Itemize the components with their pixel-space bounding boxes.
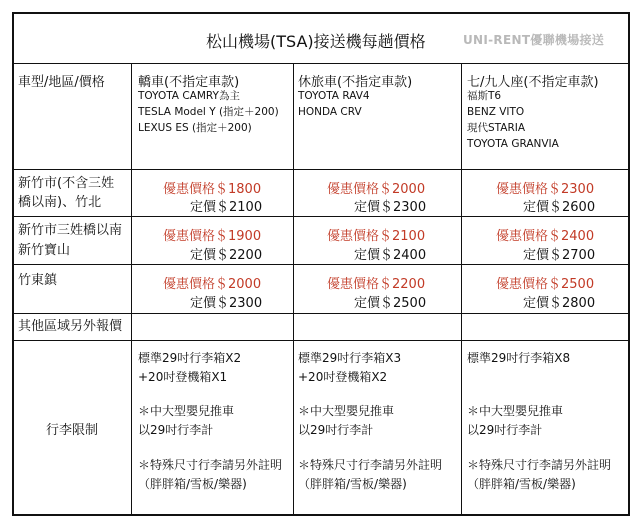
vehicle-van-model: BENZ VITO	[467, 106, 525, 118]
vehicle-suv-header: 休旅車(不指定車款)	[298, 75, 413, 90]
luggage-label: 行李限制	[46, 423, 99, 438]
special-size-note: ＊特殊尺寸行李請另外註明	[298, 458, 443, 472]
luggage-capacity: 標準29吋行李箱X2	[138, 351, 242, 365]
region-label: 新竹寶山	[18, 243, 71, 258]
list-price: 定價＄2400	[354, 248, 427, 263]
grid-line-row1-bottom	[12, 216, 630, 217]
vehicle-van-model: TOYOTA GRANVIA	[467, 138, 559, 150]
list-price: 定價＄2100	[190, 200, 263, 215]
luggage-capacity: +20吋登機箱X2	[298, 370, 388, 384]
list-price: 定價＄2500	[354, 296, 427, 311]
list-price: 定價＄2300	[354, 200, 427, 215]
vehicle-van-model: 現代STARIA	[467, 122, 526, 134]
luggage-capacity: 標準29吋行李箱X8	[467, 351, 571, 365]
promo-price: 優惠價格＄2100	[327, 229, 426, 244]
grid-line-header-bottom	[12, 169, 630, 170]
region-column-header: 車型/地區/價格	[18, 75, 105, 90]
vehicle-suv-model: HONDA CRV	[298, 106, 362, 118]
promo-price: 優惠價格＄2500	[496, 277, 595, 292]
stroller-note: 以29吋行李計	[138, 423, 214, 437]
grid-line-title-bottom	[12, 63, 630, 64]
special-size-note: （胖胖箱/雪板/樂器)	[298, 477, 407, 491]
grid-line-col1	[131, 63, 132, 516]
grid-line-row3-bottom	[12, 313, 630, 314]
page-title: 松山機場(TSA)接送機每趟價格	[206, 32, 426, 51]
promo-price: 優惠價格＄2200	[327, 277, 426, 292]
special-size-note: （胖胖箱/雪板/樂器)	[138, 477, 247, 491]
promo-price: 優惠價格＄2000	[163, 277, 262, 292]
grid-line-row2-bottom	[12, 264, 630, 265]
region-label: 新竹市三姓橋以南	[18, 223, 123, 238]
vehicle-sedan-header: 轎車(不指定車款)	[138, 75, 240, 90]
list-price: 定價＄2800	[523, 296, 596, 311]
vehicle-sedan-model: TESLA Model Y (指定＋200)	[138, 106, 279, 118]
vehicle-van-header: 七/九人座(不指定車款)	[467, 75, 599, 90]
region-label: 竹東鎮	[18, 273, 58, 288]
promo-price: 優惠價格＄2400	[496, 229, 595, 244]
promo-price: 優惠價格＄2000	[327, 182, 426, 197]
vehicle-van-model: 福斯T6	[467, 90, 502, 102]
promo-price: 優惠價格＄2300	[496, 182, 595, 197]
vehicle-suv-model: TOYOTA RAV4	[298, 90, 370, 102]
list-price: 定價＄2700	[523, 248, 596, 263]
list-price: 定價＄2200	[190, 248, 263, 263]
region-label: 新竹市(不含三姓	[18, 176, 115, 191]
luggage-capacity: 標準29吋行李箱X3	[298, 351, 402, 365]
other-regions-note: 其他區域另外報價	[18, 319, 123, 334]
list-price: 定價＄2600	[523, 200, 596, 215]
special-size-note: ＊特殊尺寸行李請另外註明	[138, 458, 283, 472]
stroller-note: ＊中大型嬰兒推車	[298, 404, 395, 418]
grid-line-col2	[293, 63, 294, 516]
special-size-note: （胖胖箱/雪板/樂器)	[467, 477, 576, 491]
grid-line-col3	[461, 63, 462, 516]
list-price: 定價＄2300	[190, 296, 263, 311]
brand-logo: UNI-RENT優聯機場接送	[463, 33, 605, 47]
vehicle-sedan-model: TOYOTA CAMRY為主	[138, 90, 240, 102]
stroller-note: 以29吋行李計	[467, 423, 543, 437]
stroller-note: ＊中大型嬰兒推車	[138, 404, 235, 418]
stroller-note: ＊中大型嬰兒推車	[467, 404, 564, 418]
grid-line-other-bottom	[12, 340, 630, 341]
promo-price: 優惠價格＄1800	[163, 182, 262, 197]
vehicle-sedan-model: LEXUS ES (指定＋200)	[138, 122, 252, 134]
region-label: 橋以南)、竹北	[18, 195, 102, 210]
luggage-capacity: +20吋登機箱X1	[138, 370, 228, 384]
stroller-note: 以29吋行李計	[298, 423, 374, 437]
special-size-note: ＊特殊尺寸行李請另外註明	[467, 458, 612, 472]
promo-price: 優惠價格＄1900	[163, 229, 262, 244]
